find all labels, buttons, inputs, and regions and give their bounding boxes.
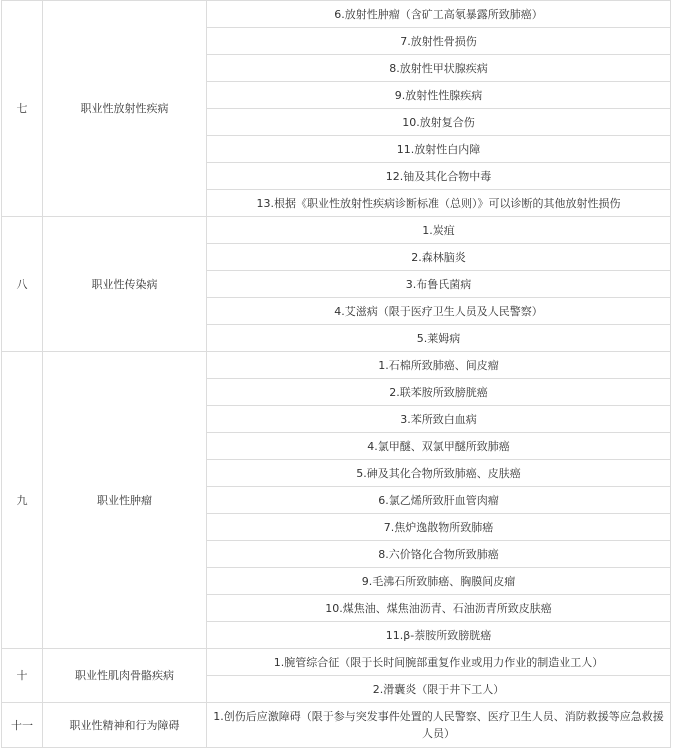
disease-item: 12.铀及其化合物中毒 [207, 163, 671, 190]
section-number: 七 [2, 1, 43, 217]
table-row [2, 649, 671, 676]
disease-item: 1.石棉所致肺癌、间皮瘤 [207, 352, 671, 379]
disease-item: 5.莱姆病 [207, 325, 671, 352]
section-number: 十 [2, 649, 43, 703]
disease-item: 2.森林脑炎 [207, 244, 671, 271]
disease-item: 1.创伤后应激障碍（限于参与突发事件处置的人民警察、医疗卫生人员、消防救援等应急救援人员） [207, 703, 671, 748]
disease-item: 8.放射性甲状腺疾病 [207, 55, 671, 82]
disease-item: 13.根据《职业性放射性疾病诊断标准（总则）》可以诊断的其他放射性损伤 [207, 190, 671, 217]
disease-item: 7.放射性骨损伤 [207, 28, 671, 55]
disease-item: 4.艾滋病（限于医疗卫生人员及人民警察） [207, 298, 671, 325]
section-category: 职业性放射性疾病 [43, 1, 207, 217]
table-row [2, 217, 671, 244]
section-category: 职业性传染病 [43, 217, 207, 352]
disease-item: 10.煤焦油、煤焦油沥青、石油沥青所致皮肤癌 [207, 595, 671, 622]
disease-item: 6.氯乙烯所致肝血管肉瘤 [207, 487, 671, 514]
disease-item: 1.炭疽 [207, 217, 671, 244]
disease-item: 3.苯所致白血病 [207, 406, 671, 433]
section-category: 职业性肿瘤 [43, 352, 207, 649]
disease-item: 2.滑囊炎（限于井下工人） [207, 676, 671, 703]
section-number: 十一 [2, 703, 43, 748]
disease-item: 11.放射性白内障 [207, 136, 671, 163]
section-category: 职业性精神和行为障碍 [43, 703, 207, 748]
disease-item: 1.腕管综合征（限于长时间腕部重复作业或用力作业的制造业工人） [207, 649, 671, 676]
disease-item: 9.放射性性腺疾病 [207, 82, 671, 109]
disease-item: 5.砷及其化合物所致肺癌、皮肤癌 [207, 460, 671, 487]
disease-item: 2.联苯胺所致膀胱癌 [207, 379, 671, 406]
disease-item: 9.毛沸石所致肺癌、胸膜间皮瘤 [207, 568, 671, 595]
section-number: 九 [2, 352, 43, 649]
table-row [2, 703, 671, 748]
disease-item: 6.放射性肿瘤（含矿工高氡暴露所致肺癌） [207, 1, 671, 28]
occupational-disease-table [1, 0, 671, 748]
disease-item: 3.布鲁氏菌病 [207, 271, 671, 298]
disease-item: 4.氯甲醚、双氯甲醚所致肺癌 [207, 433, 671, 460]
disease-item: 7.焦炉逸散物所致肺癌 [207, 514, 671, 541]
disease-item: 10.放射复合伤 [207, 109, 671, 136]
table-row [2, 1, 671, 28]
section-category: 职业性肌肉骨骼疾病 [43, 649, 207, 703]
disease-item: 8.六价铬化合物所致肺癌 [207, 541, 671, 568]
section-number: 八 [2, 217, 43, 352]
disease-item: 11.β-萘胺所致膀胱癌 [207, 622, 671, 649]
table-row [2, 352, 671, 379]
